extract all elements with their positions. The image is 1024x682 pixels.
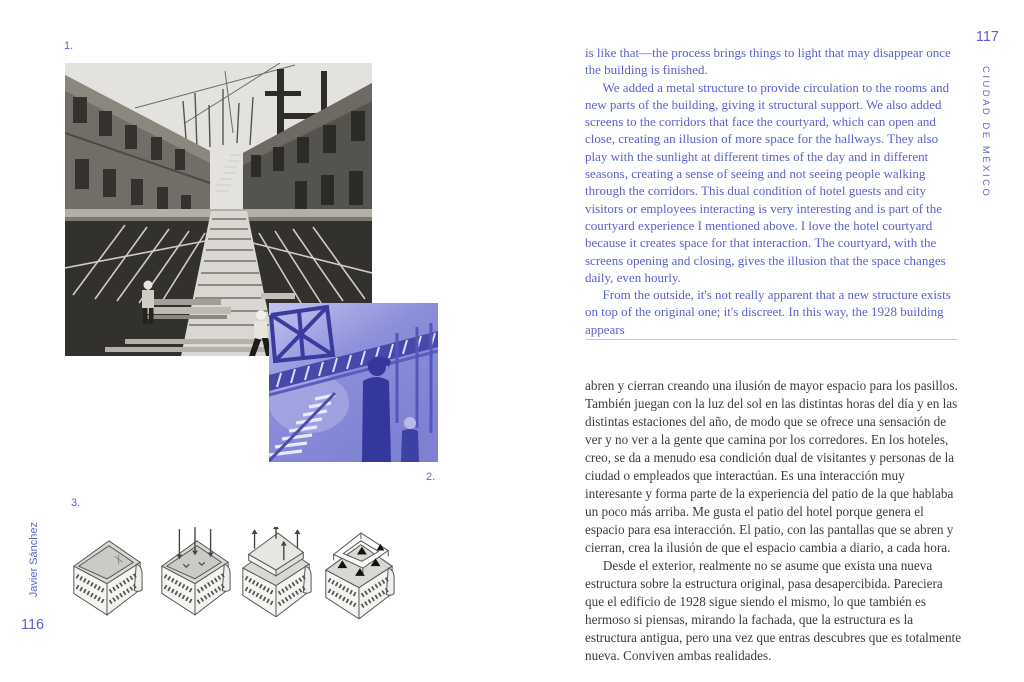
figure-label-1: 1.	[64, 40, 74, 52]
chapter-side-label	[980, 66, 991, 199]
author-side-label-text: Javier Sánchez	[28, 522, 40, 598]
blue-construction-photo	[269, 303, 438, 462]
transformation-diagrams	[68, 527, 398, 619]
chapter-side-label-text: CIUDAD DE MÉXICO	[980, 66, 991, 199]
left-page-number: 116	[21, 617, 45, 633]
english-paragraph: We added a metal structure to provide circulation to the rooms and new parts of the building, giving it structural support. We also added screens to the corridors that face the courtyard, which can open and close, creating an illusion of more space for the hallways. They also play with the sunlight at different times of the day and in different seasons, creating a sense of seeing and not seeing people walking through the corridors. This dual condition of hotel guests and city visitors or employees interacting is very interesting and is part of the courtyard experience I mentioned above. I love the hotel courtyard because it creates space for that interaction. The courtyard, with the screens opening and closing, gives the illusion that the space changes daily, even hourly.	[585, 79, 950, 285]
transformation-diagram-4	[318, 527, 398, 619]
figure-label-3: 3.	[71, 497, 81, 509]
english-paragraph: From the outside, it's not really apparent that a new structure exists on top of the original one; it's discreet. In this way, the 1928 building appears	[585, 287, 951, 337]
spanish-text-column	[585, 377, 964, 665]
author-side-label	[28, 522, 40, 610]
transformation-diagram-2	[156, 527, 234, 617]
figure-label-2: 2.	[426, 471, 436, 483]
transformation-diagram-1	[68, 533, 146, 617]
spanish-paragraph: Desde el exterior, realmente no se asume que exista una nueva estructura sobre la estructura original, pasa desapercibida. Pareciera que el edificio de 1928 sigue siendo el mismo, lo que también es hermoso si piensas, mirando la fachada, que la estructura es la estructura antigua, pero una vez que entras descubres que es totalmente nueva. Conviven ambas realidades.	[585, 558, 962, 663]
english-paragraph: is like that—the process brings things to light that may disappear once the building is finished.	[585, 45, 951, 78]
english-text-column	[585, 44, 962, 338]
spanish-paragraph: abren y cierran creando una ilusión de mayor espacio para los pasillos. También juegan con la luz del sol en las distintas horas del día y en las distintas estaciones del año, de modo que se ofrece una sensación de ver y no ver a la gente que camina por los corredores. En los hoteles, creo, se da a menudo esa condición dual de visitantes y personas de la ciudad o empleados que interactúan. Es una interacción muy interesante y forma parte de la experiencia del patio de la que hablaba un poco más arriba. Me gusta el patio del hotel porque genera el espacio para esa interacción. El patio, con las pantallas que se abren y cierran, crea la ilusión de que el espacio cambia a diario, a cada hora.	[585, 378, 958, 555]
right-page-number: 117	[975, 29, 999, 45]
transformation-diagram-3	[237, 527, 315, 617]
section-divider-rule	[586, 339, 958, 340]
